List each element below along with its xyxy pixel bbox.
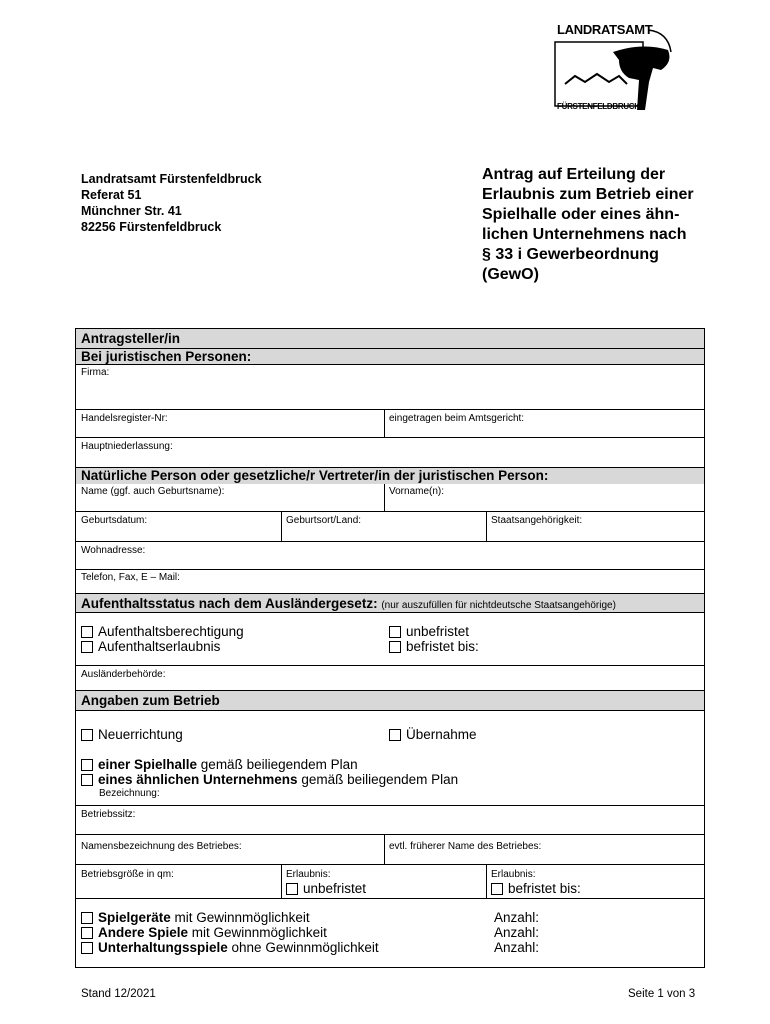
- option-erlaubnis-unbefristet[interactable]: [286, 881, 366, 896]
- authority-address: [81, 171, 262, 235]
- anzahl-label: Anzahl:: [494, 910, 540, 925]
- checkbox[interactable]: [81, 641, 93, 653]
- option-unbefristet[interactable]: [389, 624, 469, 639]
- frueherer-name-label: evtl. früherer Name des Betriebes:: [389, 841, 542, 852]
- divider: [281, 512, 282, 541]
- logo-title: LANDRATSAMT: [557, 22, 653, 37]
- address-line: 82256 Fürstenfeldbruck: [81, 220, 222, 234]
- divider: [281, 865, 282, 898]
- betriebssitz-label: Betriebssitz:: [81, 809, 136, 820]
- betriebssitz-field[interactable]: [76, 806, 704, 835]
- option-uebernahme[interactable]: [389, 727, 477, 742]
- option-label: mit Gewinnmöglichkeit: [170, 910, 310, 925]
- option-label: befristet bis:: [508, 881, 581, 896]
- checkbox[interactable]: [81, 729, 93, 741]
- footer-date: Stand 12/2021: [81, 988, 156, 1000]
- checkbox[interactable]: [81, 626, 93, 638]
- section-header-business: Angaben zum Betrieb: [76, 691, 704, 711]
- title-line: Antrag auf Erteilung der: [482, 166, 666, 183]
- document-title: [482, 165, 732, 285]
- option-label: befristet bis:: [406, 639, 479, 654]
- kontakt-label: Telefon, Fax, E – Mail:: [81, 572, 180, 583]
- option-unterhaltungsspiele[interactable]: [81, 940, 379, 955]
- divider: [384, 835, 385, 864]
- option-aufenthaltsberechtigung[interactable]: [81, 624, 244, 639]
- title-line: (GewO): [482, 266, 539, 283]
- option-aufenthaltserlaubnis[interactable]: [81, 639, 220, 654]
- amtsgericht-label: eingetragen beim Amtsgericht:: [389, 413, 525, 424]
- checkbox[interactable]: [81, 942, 93, 954]
- wohnadresse-label: Wohnadresse:: [81, 545, 146, 556]
- checkbox[interactable]: [286, 883, 298, 895]
- geburtsort-label: Geburtsort/Land:: [286, 515, 362, 526]
- firma-field[interactable]: [76, 365, 704, 410]
- checkbox[interactable]: [81, 774, 93, 786]
- checkbox[interactable]: [81, 759, 93, 771]
- erlaubnis-label: Erlaubnis:: [491, 869, 536, 880]
- option-label-bold: einer Spielhalle: [98, 757, 198, 772]
- hauptniederlassung-field[interactable]: [76, 438, 704, 468]
- option-spielhalle[interactable]: [81, 757, 358, 772]
- games-row: [76, 899, 704, 967]
- divider: [486, 865, 487, 898]
- residence-header-text: Aufenthaltsstatus nach dem Ausländergesetz:: [81, 596, 378, 611]
- staatsangehoerigkeit-label: Staatsangehörigkeit:: [491, 515, 583, 526]
- option-label-bold: Spielgeräte: [98, 910, 171, 925]
- handelsregister-row: [76, 410, 704, 438]
- auslaenderbehoerde-label: Ausländerbehörde:: [81, 669, 166, 680]
- divider: [384, 484, 385, 511]
- checkbox[interactable]: [389, 641, 401, 653]
- application-form: [75, 328, 705, 968]
- option-label: Neuerrichtung: [98, 727, 183, 742]
- geburtsdatum-label: Geburtsdatum:: [81, 515, 148, 526]
- betriebsgroesse-label: Betriebsgröße in qm:: [81, 869, 174, 880]
- kontakt-field[interactable]: [76, 570, 704, 594]
- option-andere-spiele[interactable]: [81, 925, 327, 940]
- option-spielgeraete[interactable]: [81, 910, 310, 925]
- checkbox[interactable]: [389, 729, 401, 741]
- option-label: mit Gewinnmöglichkeit: [188, 925, 327, 940]
- option-label-bold: eines ähnlichen Unternehmens: [98, 772, 298, 787]
- hauptniederlassung-label: Hauptniederlassung:: [81, 441, 173, 452]
- option-aehnliches-unternehmen[interactable]: [81, 772, 458, 787]
- section-header-legal-persons: Bei juristischen Personen:: [76, 349, 704, 365]
- option-label: Übernahme: [406, 727, 477, 742]
- residence-header-note: (nur auszufüllen für nichtdeutsche Staatsangehörige): [381, 600, 616, 611]
- option-label: Aufenthaltserlaubnis: [98, 639, 221, 654]
- footer-page-number: Seite 1 von 3: [628, 988, 696, 1000]
- bezeichnung-label: Bezeichnung:: [99, 788, 160, 799]
- option-label-bold: Andere Spiele: [98, 925, 189, 940]
- title-line: Spielhalle oder eines ähn-: [482, 206, 680, 223]
- landratsamt-logo: [553, 22, 683, 114]
- checkbox[interactable]: [389, 626, 401, 638]
- section-header-natural-person: Natürliche Person oder gesetzliche/r Vertreter/in der juristischen Person:: [76, 468, 704, 484]
- name-label: Name (ggf. auch Geburtsname):: [81, 486, 225, 497]
- option-neuerrichtung[interactable]: [81, 727, 183, 742]
- option-label: gemäß beiliegendem Plan: [297, 772, 459, 787]
- namensbezeichnung-label: Namensbezeichnung des Betriebes:: [81, 841, 242, 852]
- erlaubnis-label: Erlaubnis:: [286, 869, 331, 880]
- title-line: Erlaubnis zum Betrieb einer: [482, 186, 694, 203]
- option-label: ohne Gewinnmöglichkeit: [227, 940, 379, 955]
- option-label: gemäß beiliegendem Plan: [197, 757, 358, 772]
- business-type-row: [76, 711, 704, 806]
- anzahl-label: Anzahl:: [494, 925, 540, 940]
- option-label-bold: Unterhaltungsspiele: [98, 940, 228, 955]
- option-label: unbefristet: [303, 881, 367, 896]
- option-label: unbefristet: [406, 624, 470, 639]
- name-row: [76, 484, 704, 512]
- anzahl-label: Anzahl:: [494, 940, 540, 955]
- business-size-row: [76, 865, 704, 899]
- address-line: Landratsamt Fürstenfeldbruck: [81, 172, 262, 186]
- address-line: Referat 51: [81, 188, 142, 202]
- checkbox[interactable]: [81, 912, 93, 924]
- option-befristet[interactable]: [389, 639, 479, 654]
- checkbox[interactable]: [81, 927, 93, 939]
- divider: [384, 410, 385, 437]
- vorname-label: Vorname(n):: [389, 486, 445, 497]
- section-header-applicant: Antragsteller/in: [76, 329, 704, 349]
- title-line: § 33 i Gewerbeordnung: [482, 246, 659, 263]
- address-line: Münchner Str. 41: [81, 204, 182, 218]
- checkbox[interactable]: [491, 883, 503, 895]
- auslaenderbehoerde-field[interactable]: [76, 666, 704, 691]
- title-line: lichen Unternehmens nach: [482, 226, 687, 243]
- option-erlaubnis-befristet[interactable]: [491, 881, 581, 896]
- firma-label: Firma:: [81, 367, 110, 378]
- divider: [486, 512, 487, 541]
- handelsregister-label: Handelsregister-Nr:: [81, 413, 168, 424]
- business-name-row: [76, 835, 704, 865]
- wohnadresse-field[interactable]: [76, 542, 704, 570]
- residence-status-row: [76, 613, 704, 666]
- birth-row: [76, 512, 704, 542]
- section-header-residence: [76, 594, 704, 613]
- logo-subtitle: FÜRSTENFELDBRUCK: [557, 102, 640, 111]
- option-label: Aufenthaltsberechtigung: [98, 624, 244, 639]
